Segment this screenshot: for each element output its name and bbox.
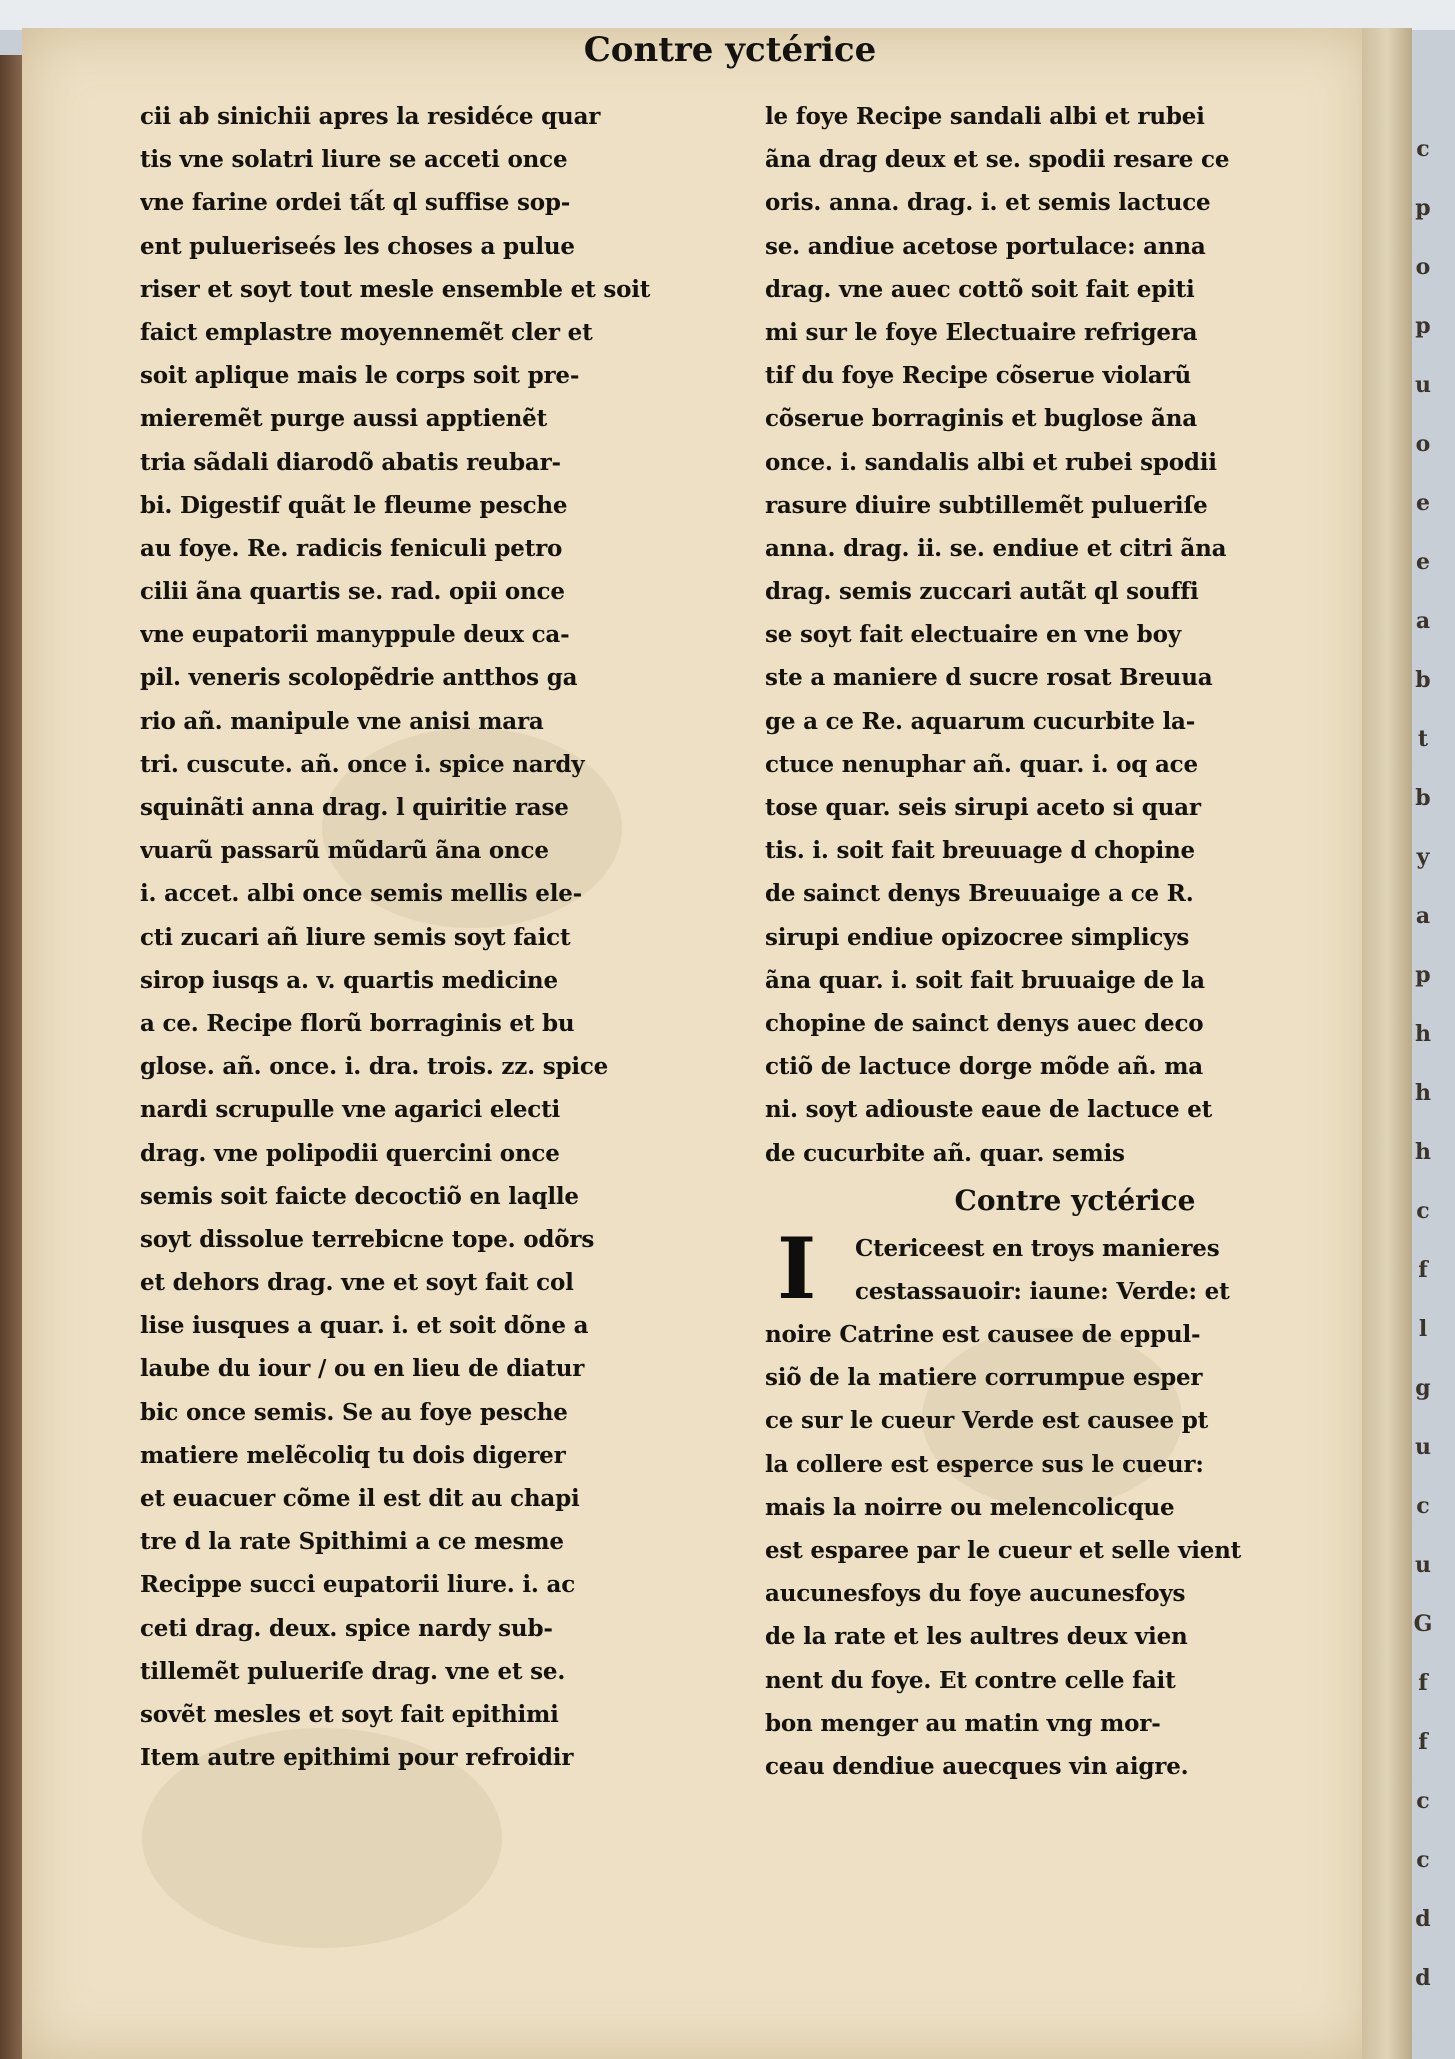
text-line: est esparee par le cueur et selle vient xyxy=(765,1537,1242,1564)
bleed-glyph: f xyxy=(1418,1729,1428,1755)
text-line: tre d la rate Spithimi a ce mesme xyxy=(140,1528,564,1556)
text-line: soit aplique mais le corps soit pre- xyxy=(140,362,580,390)
text-line: tis. i. soit fait breuuage d chopine xyxy=(765,837,1195,865)
bleed-glyph: c xyxy=(1416,1493,1430,1519)
text-line: rasure diuire subtillemẽt pulueriſe xyxy=(765,491,1208,519)
text-line: bic once semis. Se au foye pesche xyxy=(140,1398,568,1426)
bleed-glyph: c xyxy=(1416,1198,1430,1224)
bleed-glyph: c xyxy=(1416,136,1430,162)
text-line: pil. veneris scolopẽdrie antthos ga xyxy=(140,664,578,692)
bleed-glyph: b xyxy=(1415,667,1431,693)
text-line: matiere melẽcoliq tu dois digerer xyxy=(140,1441,566,1469)
text-line: de sainct denys Breuuaige a ce R. xyxy=(765,880,1194,908)
text-line: laube du iour / ou en lieu de diatur xyxy=(140,1355,585,1383)
text-line: le foye Recipe sandali albi et rubei xyxy=(765,103,1205,130)
text-line: mieremẽt purge aussi apptienẽt xyxy=(140,405,548,433)
bleed-glyph: l xyxy=(1418,1316,1428,1342)
text-line: de la rate et les aultres deux vien xyxy=(765,1623,1188,1651)
bleed-glyph: d xyxy=(1415,1906,1431,1932)
text-line: ctuce nenuphar añ. quar. i. oq ace xyxy=(765,750,1198,778)
text-line: sirupi endiue opizocree simplicys xyxy=(765,923,1190,951)
text-line: cilii ãna quartis se. rad. opii once xyxy=(140,578,565,606)
text-line: glose. añ. once. i. dra. trois. zz. spice xyxy=(140,1053,609,1081)
text-line: tose quar. seis sirupi aceto si quar xyxy=(765,794,1201,821)
text-line: once. i. sandalis albi et rubei spodii xyxy=(765,448,1217,476)
bleed-glyph: d xyxy=(1415,1965,1431,1991)
text-line: ãna quar. i. soit fait bruuaige de la xyxy=(765,966,1205,994)
text-line: i. accet. albi once semis mellis ele- xyxy=(140,880,583,908)
bleed-glyph: f xyxy=(1418,1257,1428,1283)
text-line: ctiõ de lactuce dorge mõde añ. ma xyxy=(765,1053,1204,1081)
text-line: rio añ. manipule vne anisi mara xyxy=(140,707,544,735)
text-line: ceti drag. deux. spice nardy sub- xyxy=(140,1614,553,1642)
text-line: bon menger au matin vng mor- xyxy=(765,1709,1161,1737)
text-line: semis soit faicte decoctiõ en laqlle xyxy=(140,1182,579,1210)
bleed-glyph: o xyxy=(1415,431,1431,457)
text-line: ste a maniere d sucre rosat Breuua xyxy=(765,664,1213,692)
text-line: ãna drag deux et se. spodii resare ce xyxy=(765,146,1230,174)
top-strip xyxy=(0,0,1455,30)
section-title: Contre yctérice xyxy=(954,1183,1196,1217)
text-line: faict emplastre moyennemẽt cler et xyxy=(140,318,593,346)
text-line: se. andiue acetose portulace: anna xyxy=(765,232,1206,260)
bleed-glyph: f xyxy=(1418,1670,1428,1696)
text-line: la collere est esperce sus le cueur: xyxy=(765,1450,1204,1478)
text-line: et dehors drag. vne et soyt fait col xyxy=(140,1269,574,1297)
text-line: vne eupatorii manyppule deux ca- xyxy=(140,621,570,649)
text-line: a ce. Recipe florũ borraginis et bu xyxy=(140,1009,575,1037)
text-line: tria sãdali diarodõ abatis reubar- xyxy=(140,448,561,476)
bleed-glyph: u xyxy=(1415,372,1431,398)
bleed-glyph: y xyxy=(1416,844,1430,870)
text-line: se soyt fait electuaire en vne boy xyxy=(765,621,1181,649)
text-line: sirop iusqs a. v. quartis medicine xyxy=(140,966,558,994)
text-line: riser et soyt tout mesle ensemble et soit xyxy=(140,275,651,303)
bleed-glyph: t xyxy=(1417,726,1429,752)
bleed-glyph: e xyxy=(1416,549,1430,575)
text-line: tri. cuscute. añ. once i. spice nardy xyxy=(140,750,585,778)
text-line: cii ab sinichii apres la residéce quar xyxy=(140,103,601,130)
text-line: siõ de la matiere corrumpue esper xyxy=(765,1364,1203,1392)
text-line: mais la noirre ou melencolicque xyxy=(765,1493,1175,1521)
bleed-glyph: a xyxy=(1415,608,1431,634)
bleed-glyph: u xyxy=(1415,1434,1431,1460)
text-line: ni. soyt adiouste eaue de lactuce et xyxy=(765,1096,1213,1124)
text-line: lise iusques a quar. i. et soit dõne a xyxy=(140,1312,589,1340)
text-line: mi sur le foye Electuaire refrigera xyxy=(765,318,1198,346)
bleed-glyph: p xyxy=(1415,962,1431,988)
book-binding xyxy=(0,55,24,2059)
text-line: au foye. Re. radicis feniculi petro xyxy=(140,534,563,562)
text-line: cõserue borraginis et buglose ãna xyxy=(765,405,1197,433)
bleed-glyph: e xyxy=(1416,490,1430,516)
text-line: drag. vne polipodii quercini once xyxy=(140,1139,560,1167)
bleed-glyph: h xyxy=(1415,1139,1431,1165)
bleed-glyph: p xyxy=(1415,195,1431,221)
bleed-glyph: G xyxy=(1413,1611,1433,1637)
text-line: nent du foye. Et contre celle fait xyxy=(765,1666,1176,1694)
text-line: vuarũ passarũ mũdarũ ãna once xyxy=(140,837,549,865)
text-line: ce sur le cueur Verde est causee pt xyxy=(765,1407,1209,1435)
text-line: soyt dissolue terrebicne tope. odõrs xyxy=(140,1225,595,1253)
bleed-glyph: b xyxy=(1415,785,1431,811)
bleed-through-text xyxy=(1398,120,1448,2050)
section-body xyxy=(765,1218,1345,1788)
text-line: drag. semis zuccari autãt ql souffi xyxy=(765,578,1199,606)
bleed-glyph: h xyxy=(1415,1021,1431,1047)
right-text-column xyxy=(765,95,1345,1788)
text-line: aucunesfoys du foye aucunesfoys xyxy=(765,1580,1186,1608)
text-line: oris. anna. drag. i. et semis lactuce xyxy=(765,189,1211,217)
text-line: chopine de sainct denys auec deco xyxy=(765,1009,1204,1037)
text-line: tif du foye Recipe cõserue violarũ xyxy=(765,362,1192,390)
text-line: Item autre epithimi pour refroidir xyxy=(140,1744,574,1772)
bleed-glyph: c xyxy=(1416,1788,1430,1814)
text-line: et euacuer cõme il est dit au chapi xyxy=(140,1485,580,1512)
bleed-glyph: h xyxy=(1415,1080,1431,1106)
bleed-glyph: c xyxy=(1416,1847,1430,1873)
text-line: cti zucari añ liure semis soyt faict xyxy=(140,923,571,951)
text-line: ent pulueriseés les choses a pulue xyxy=(140,232,575,260)
bleed-glyph: a xyxy=(1415,903,1431,929)
text-line: sovẽt mesles et soyt fait epithimi xyxy=(140,1700,559,1728)
text-line: squinãti anna drag. l quiritie rase xyxy=(140,794,569,821)
text-line: de cucurbite añ. quar. semis xyxy=(765,1139,1125,1167)
text-line: ge a ce Re. aquarum cucurbite la- xyxy=(765,707,1196,735)
drop-capital: I xyxy=(777,1218,817,1318)
bleed-glyph: o xyxy=(1415,254,1431,280)
bleed-glyph: p xyxy=(1415,313,1431,339)
text-line: anna. drag. ii. se. endiue et citri ãna xyxy=(765,534,1227,562)
text-line: noire Catrine est causee de eppul- xyxy=(765,1321,1201,1349)
text-line: Ctericeest en troys manieres xyxy=(855,1234,1220,1262)
left-text-column xyxy=(140,95,720,1779)
text-line: tis vne solatri liure se acceti once xyxy=(140,146,568,174)
text-line: tillemẽt pulueriſe drag. vne et se. xyxy=(140,1657,566,1685)
text-line: vne farine ordei tất ql suffise sop- xyxy=(140,189,571,217)
text-line: drag. vne auec cottõ soit fait epiti xyxy=(765,275,1195,303)
bleed-glyph: g xyxy=(1415,1375,1431,1401)
bleed-glyph: u xyxy=(1415,1552,1431,1578)
text-line: ceau dendiue auecques vin aigre. xyxy=(765,1752,1189,1780)
page-header: Contre yctérice xyxy=(583,30,877,70)
text-line: cestassauoir: iaune: Verde: et xyxy=(855,1277,1230,1305)
text-line: nardi scrupulle vne agarici electi xyxy=(140,1096,561,1124)
text-line: Recippe succi eupatorii liure. i. ac xyxy=(140,1571,576,1599)
text-line: bi. Digestif quãt le fleume pesche xyxy=(140,491,568,519)
